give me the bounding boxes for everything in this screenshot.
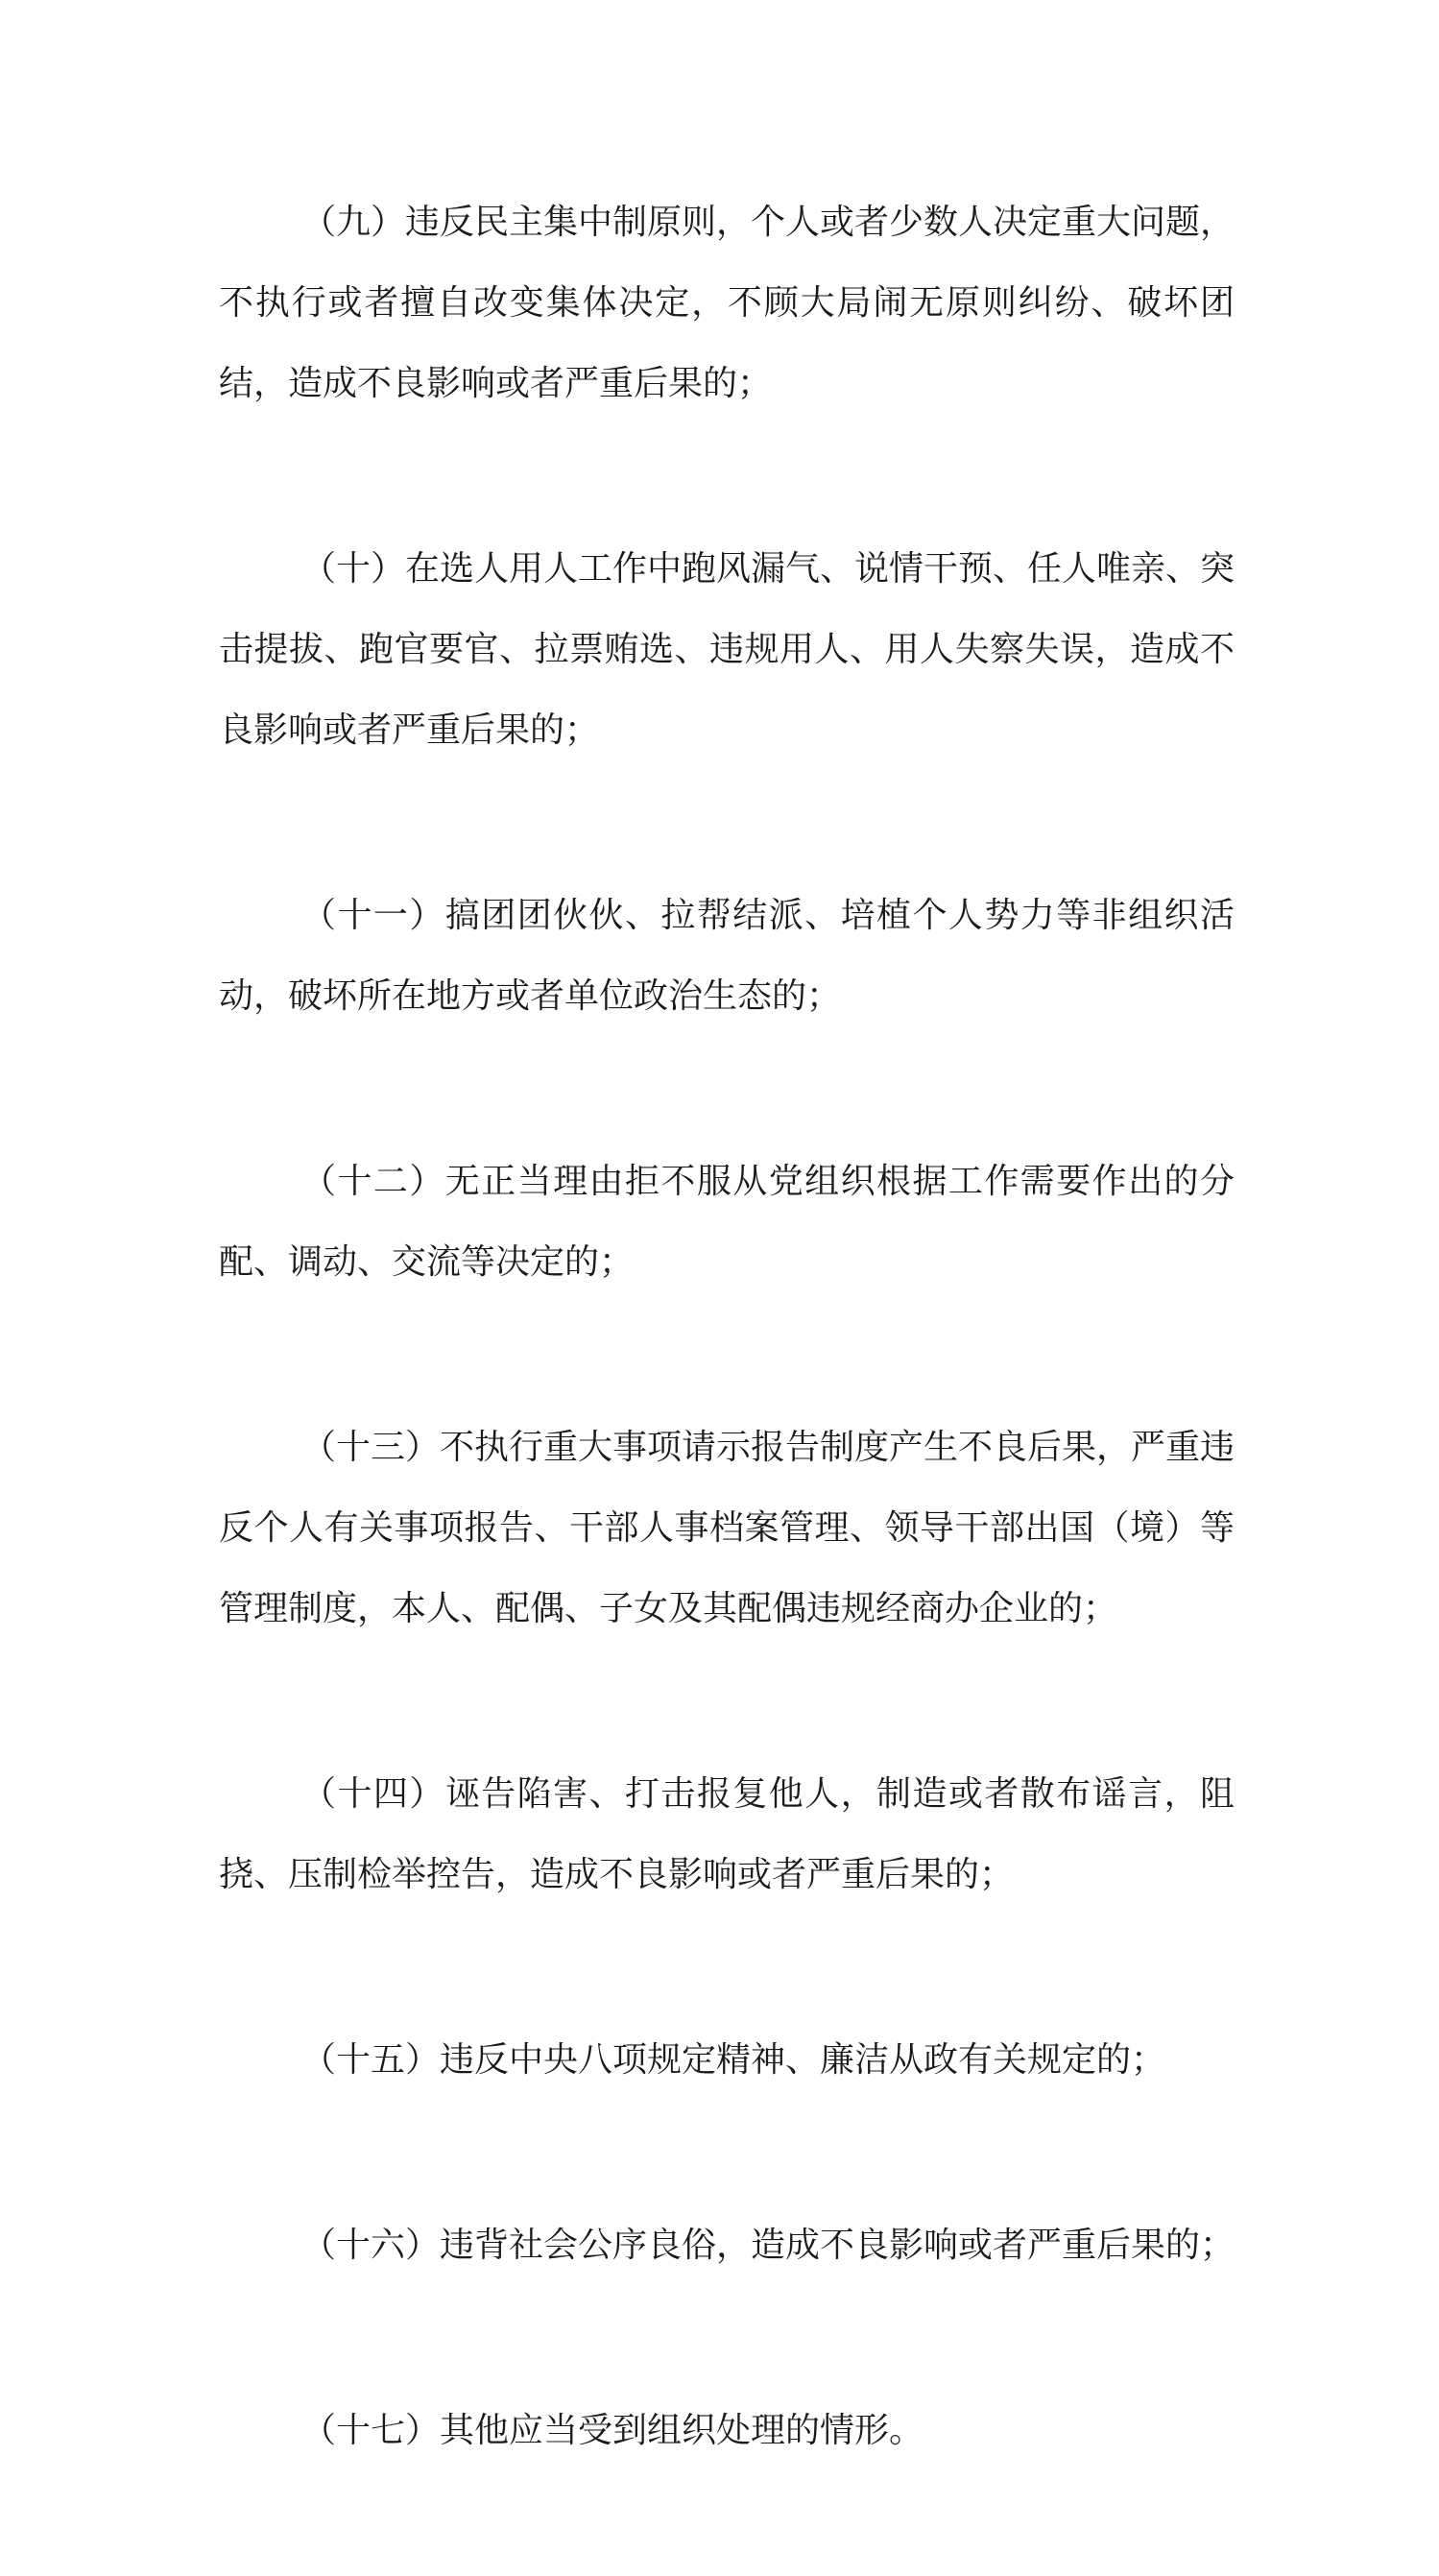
clause-14: （十四）诬告陷害、打击报复他人，制造或者散布谣言，阻挠、压制检举控告，造成不良影响或者严重后果的； — [219, 1774, 1235, 1894]
clause-15: （十五）违反中央八项规定精神、廉洁从政有关规定的； — [301, 2040, 1166, 2080]
clause-16: （十六）违背社会公序良俗，造成不良影响或者严重后果的； — [301, 2226, 1235, 2265]
clause-13: （十三）不执行重大事项请示报告制度产生不良后果，严重违反个人有关事项报告、干部人事档案管理、领导干部出国（境）等管理制度，本人、配偶、子女及其配偶违规经商办企业的； — [219, 1428, 1235, 1628]
clause-17: （十七）其他应当受到组织处理的情形。 — [301, 2411, 924, 2450]
document-body — [219, 182, 1235, 2576]
clause-11: （十一）搞团团伙伙、拉帮结派、培植个人势力等非组织活动，破坏所在地方或者单位政治生态的； — [219, 896, 1235, 1016]
clause-12: （十二）无正当理由拒不服从党组织根据工作需要作出的分配、调动、交流等决定的； — [219, 1162, 1235, 1282]
clause-10: （十）在选人用人工作中跑风漏气、说情干预、任人唯亲、突击提拔、跑官要官、拉票贿选、违规用人、用人失察失误，造成不良影响或者严重后果的； — [219, 549, 1235, 750]
clause-9: （九）违反民主集中制原则，个人或者少数人决定重大问题，不执行或者擅自改变集体决定，不顾大局闹无原则纠纷、破坏团结，造成不良影响或者严重后果的； — [219, 203, 1235, 403]
